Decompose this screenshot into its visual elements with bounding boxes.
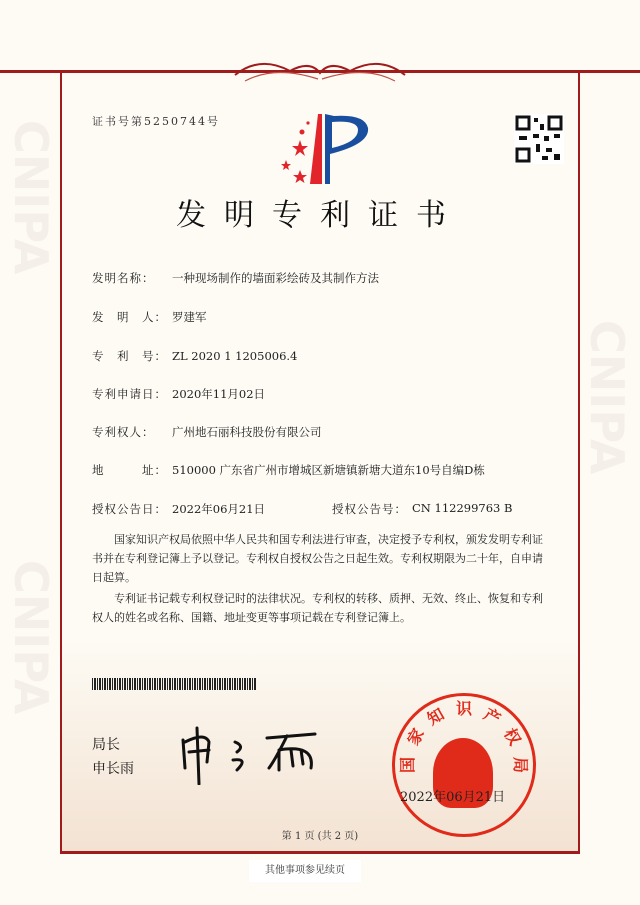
paragraph-grant: 国家知识产权局依照中华人民共和国专利法进行审查，决定授予专利权，颁发发明专利证书并在专利登记簿上予以登记。专利权自授权公告之日起生效。专利权期限为二十年，自申请日起算。 bbox=[92, 533, 543, 584]
seal-char: 识 bbox=[455, 699, 472, 718]
field-label: 发明名称： bbox=[92, 271, 155, 285]
seal-char: 产 bbox=[480, 703, 504, 729]
document-title: 发明专利证书 bbox=[176, 198, 464, 233]
continuation-note: 其他事项参见续页 bbox=[249, 860, 361, 882]
signature bbox=[175, 720, 335, 785]
frame-bottom bbox=[60, 851, 580, 854]
field-patent-number bbox=[92, 348, 502, 364]
announcement-value: CN 112299763 B bbox=[412, 501, 513, 515]
paragraph-legal-status: 专利证书记载专利权登记时的法律状况。专利权的转移、质押、无效、终止、恢复和专利权人的姓名或名称、国籍、地址变更等事项记载在专利登记簿上。 bbox=[92, 592, 543, 624]
watermark: CNIPA bbox=[580, 320, 634, 475]
field-label: 授权公告日： bbox=[92, 502, 167, 516]
seal-char: 国 bbox=[398, 757, 417, 774]
watermark: CNIPA bbox=[4, 560, 58, 715]
field-value: 罗建军 bbox=[172, 310, 207, 324]
seal-text bbox=[392, 693, 536, 837]
seal-char: 知 bbox=[424, 703, 448, 729]
field-grant-date bbox=[92, 501, 512, 517]
qr-code bbox=[514, 114, 564, 164]
signatory-name: 申长雨 bbox=[92, 761, 134, 777]
field-value: ZL 2020 1 1205006.4 bbox=[172, 349, 298, 363]
frame-left bbox=[60, 70, 62, 853]
signatory-title: 局长 bbox=[92, 737, 120, 753]
field-patentee bbox=[92, 424, 502, 440]
seal-date: 2022年06月21日 bbox=[400, 790, 506, 805]
field-label: 专 利 号： bbox=[92, 349, 167, 363]
field-invention-name bbox=[92, 270, 502, 286]
field-label: 专利权人： bbox=[92, 425, 155, 439]
cnipa-logo bbox=[270, 112, 380, 188]
field-value: 510000 广东省广州市增城区新塘镇新塘大道东10号自编D栋 bbox=[172, 463, 485, 477]
seal-char: 局 bbox=[511, 756, 530, 773]
field-value: 广州地石丽科技股份有限公司 bbox=[172, 425, 322, 439]
field-label: 专利申请日： bbox=[92, 387, 167, 401]
field-address bbox=[92, 462, 502, 478]
announcement-label: 授权公告号： bbox=[332, 502, 407, 516]
field-label: 发 明 人： bbox=[92, 310, 167, 324]
frame-right bbox=[578, 70, 580, 853]
ornament-top bbox=[230, 55, 410, 87]
seal-char: 家 bbox=[402, 725, 428, 749]
field-value: 2022年06月21日 bbox=[172, 502, 266, 516]
field-value: 2020年11月02日 bbox=[172, 387, 266, 401]
field-application-date bbox=[92, 386, 502, 402]
field-label: 地 址： bbox=[92, 463, 167, 477]
field-inventor bbox=[92, 309, 502, 325]
watermark: CNIPA bbox=[4, 120, 58, 275]
barcode bbox=[92, 678, 256, 690]
seal-char: 权 bbox=[500, 725, 526, 749]
page-number: 第 1 页 (共 2 页) bbox=[281, 831, 359, 842]
field-value: 一种现场制作的墙面彩绘砖及其制作方法 bbox=[172, 271, 379, 285]
certificate-number: 证书号第5250744号 bbox=[92, 115, 220, 128]
